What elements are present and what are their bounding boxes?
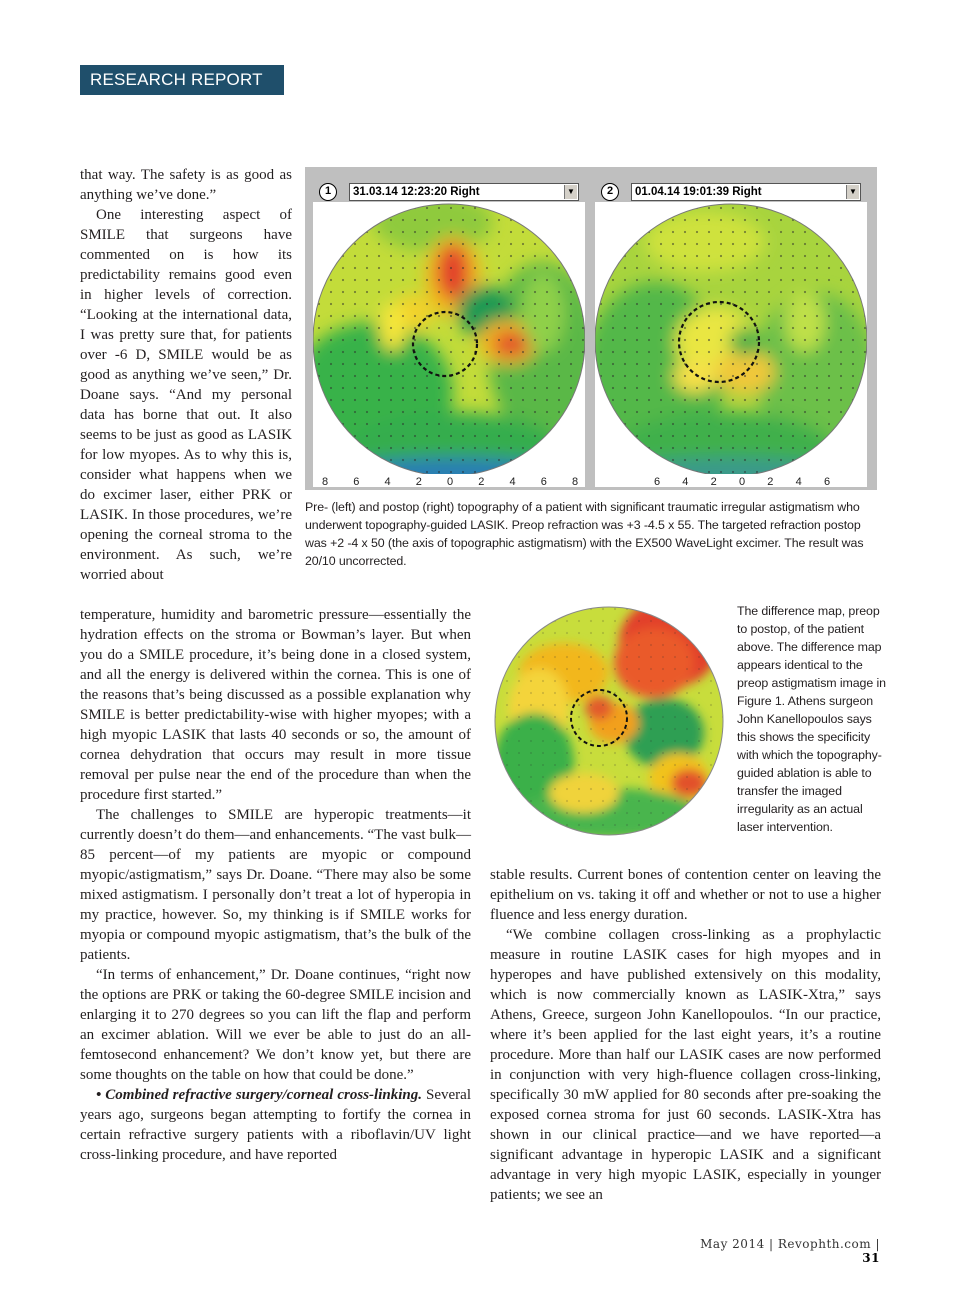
axis-tick-label: 8 xyxy=(321,476,329,487)
topography-panel-preop xyxy=(313,177,585,487)
figure-2-caption: The difference map, preop to postop, of the patient above. The difference map appears identical to the preop astigmatism image in Figure 1. Athens surgeon John Kanellopoulos says this shows the specificity with which the topography-guided ablation is able to transfer the imaged irregularity as an actual laser intervention. xyxy=(737,604,886,834)
paragraph: “We combine collagen cross-linking as a prophylactic measure in routine LASIK cases for high myopes and in hyperopes and have published extensively on this modality, which is now commercially known as LASIK-Xtra,” says Athens, Greece, surgeon John Kanellopoulos. “In our practice, where it’s been applied for the last eight years, it’s a routine procedure. More than half our LASIK cases are now performed in conjunction with very high-fluence collagen cross-linking, specifically 30 mW applied for 80 seconds after pre-soaking the exposed cornea stroma for just 60 seconds. LASIK-Xtra has shown in our clinical practice—and we have reported—a significant advantage in hyperopic LASIK and a significant advantage in very high myopic LASIK, especially in younger patients; we see an xyxy=(490,927,881,1203)
page-footer xyxy=(680,1237,880,1265)
paragraph: temperature, humidity and barometric pressure—essentially the hydration effects on the stroma or Bowman’s layer. But when you do a SMILE procedure, it’s being done in a closed system, and all the energy is delivered within the cornea. This is one of the reasons that’s being discussed as a possible explanation why SMILE is better predictability-wise with higher myopes; with a high myopic LASIK that lasts 40 seconds or so, the amount of cornea dehydration that occurs may result in more tissue removal per pulse near the end of the procedure than when the procedure first started.” xyxy=(80,607,471,803)
section-tag: RESEARCH REPORT xyxy=(80,65,284,95)
dropdown-arrow-icon: ▼ xyxy=(564,185,577,199)
axis-tick-label: 8 xyxy=(571,476,579,487)
axis-tick-label: 2 xyxy=(415,476,422,487)
postop-topography-map xyxy=(595,202,867,487)
figure-1-caption: Pre- (left) and postop (right) topography of a patient with significant traumatic irregular astigmatism who underwent topography-guided LASIK. Preop refraction was +3 -4.5 x 55. The targeted refraction postop was +2 -4 x 50 (the axis of topographic astigmatism) with the EX500 WaveLight excimer. The result was 20/10 uncorrected. xyxy=(305,500,864,568)
body-column-right xyxy=(490,865,881,1205)
dropdown-arrow-icon: ▼ xyxy=(846,185,859,199)
footer-separator: | xyxy=(871,1237,880,1251)
axis-tick-label: 4 xyxy=(509,476,516,487)
axis-tick-label: 0 xyxy=(446,476,454,487)
postop-axis xyxy=(595,474,867,487)
preop-date-label: 31.03.14 12:23:20 Right xyxy=(353,186,480,198)
axis-tick-label: 4 xyxy=(795,476,802,487)
axis-tick-label: 2 xyxy=(710,476,717,487)
body-column-left-top xyxy=(80,165,292,585)
bullet-text: Several years ago, surgeons began attempting to fortify the cornea in certain refractive surgery patients with a riboflavin/UV light cross-linking procedure, and have reported xyxy=(80,1087,471,1163)
footer-date: May 2014 xyxy=(700,1237,765,1251)
postop-date-select[interactable] xyxy=(631,183,861,201)
panel-number-2: 2 xyxy=(601,183,619,201)
axis-tick-label: 4 xyxy=(682,476,689,487)
topography-panel-postop xyxy=(595,177,867,487)
footer-site: Revophth.com xyxy=(777,1237,872,1251)
figure-1 xyxy=(305,167,877,490)
preop-date-select[interactable] xyxy=(349,183,579,201)
figure-2 xyxy=(489,603,729,843)
bullet-heading: • Combined refractive surgery/corneal cross-linking. xyxy=(96,1087,422,1103)
paragraph xyxy=(80,1085,471,1165)
paragraph: “In terms of enhancement,” Dr. Doane continues, “right now the options are PRK or taking the 60-degree SMILE incision and enlarging it to 270 degrees so you can lift the flap and perform an excimer ablation. Will we ever be able to just do an all-femtosecond enhancement? We don’t know yet, but there are some thoughts on the table on how that could be done.” xyxy=(80,967,471,1083)
panel-number-1: 1 xyxy=(319,183,337,201)
preop-axis xyxy=(313,474,585,487)
axis-tick-label: 2 xyxy=(767,476,774,487)
preop-topography-map xyxy=(313,202,585,487)
axis-tick-label: 6 xyxy=(823,476,831,487)
footer-separator: | xyxy=(764,1237,778,1251)
page-number: 31 xyxy=(862,1251,880,1265)
axis-tick-label: 2 xyxy=(478,476,485,487)
difference-topography-map xyxy=(489,603,729,843)
axis-tick-label: 0 xyxy=(738,476,746,487)
paragraph: The challenges to SMILE are hyperopic treatments—it currently doesn’t do them—and enhancements. “The vast bulk—85 percent—of my patients are myopic or compound myopic/astigmatism,” says Dr. Doane. “There may also be some mixed astigmatism. I personally don’t treat a lot of hyperopia in my practice, however. So, my thinking is if SMILE works for myopia or compound myopic astigmatism, that’s the bulk of the patients. xyxy=(80,807,471,963)
axis-tick-label: 6 xyxy=(353,476,360,487)
paragraph: stable results. Current bones of contention center on leaving the epithelium on vs. taking it off and whether or not to use a higher fluence and less energy duration. xyxy=(490,867,881,923)
axis-tick-label: 6 xyxy=(653,476,661,487)
body-column-left-bottom xyxy=(80,605,471,1165)
axis-tick-label: 6 xyxy=(540,476,547,487)
axis-tick-label: 4 xyxy=(384,476,391,487)
paragraph: One interesting aspect of SMILE that surgeons have commented on is how its predictability remains good even in higher levels of correction. “Looking at the international data, I was pretty sure that, for patients over -6 D, SMILE would be as good as anything we’ve seen,” Dr. Doane says. “And my personal data has borne that out. It also seems to be just as good as LASIK for low myopes. As to why this is, consider what happens when we do excimer laser, either PRK or LASIK. In those procedures, we’re opening the corneal stroma to the environment. As such, we’re worried about xyxy=(80,207,292,583)
postop-date-label: 01.04.14 19:01:39 Right xyxy=(635,186,762,198)
paragraph: that way. The safety is as good as anything we’ve done.” xyxy=(80,167,292,203)
